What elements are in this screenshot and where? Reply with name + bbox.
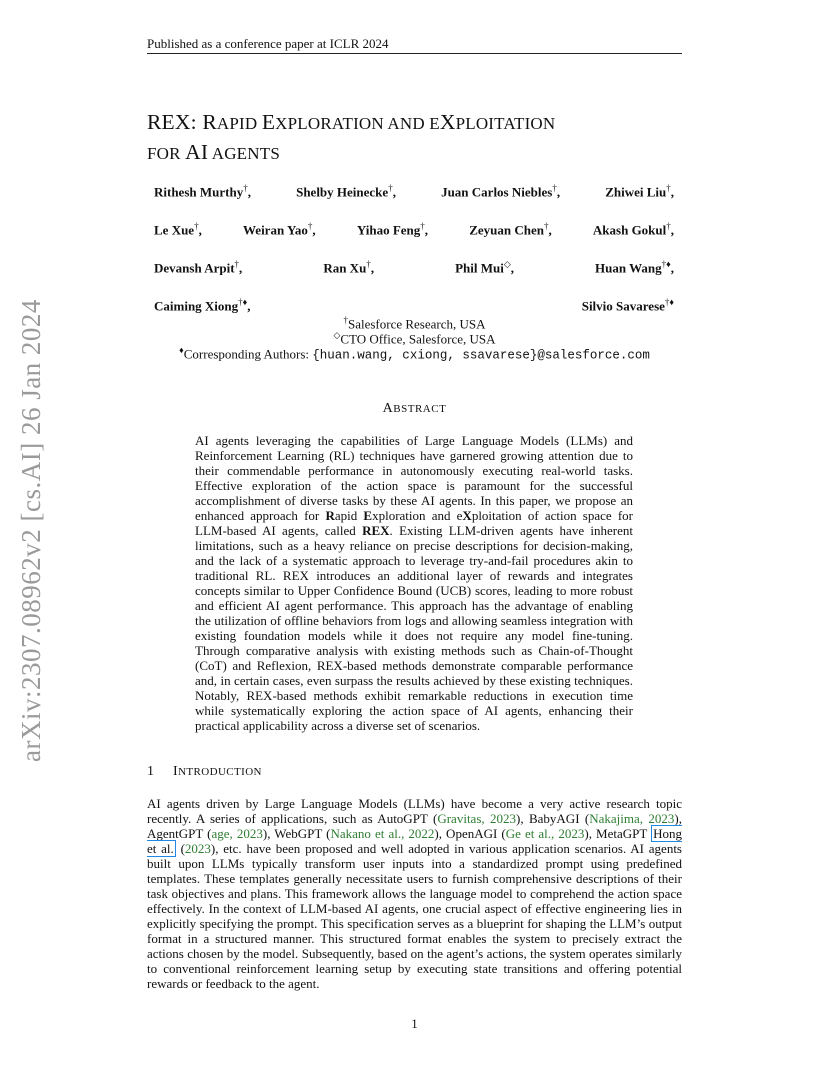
author-separator: , xyxy=(392,184,396,200)
body-run: ( xyxy=(175,841,185,856)
author-name xyxy=(323,259,374,276)
section-number: 1 xyxy=(147,764,155,779)
affiliation-mark: ◇ xyxy=(333,330,341,340)
author-name xyxy=(154,221,202,238)
title-part: XPLORATION AND E xyxy=(275,114,440,133)
abstract-run: . Existing LLM-driven agents have inherent limitations, such as a heavy reliance on precise descriptions for decision-making, and the lack of a systematic approach to leverage try-and-fail procedures akin to traditional RL. REX introduces an additional layer of rewards and integrates concepts similar to Upper Confidence Bound (UCB) scores, leading to more robust and efficient AI agent performance. This approach has the advantage of enabling the utilization of offline behaviors from logs and allowing seamless integration with existing foundation models while it does not require any model fine-tuning. Through comparative analysis with existing methods such as Chain-of-Thought (CoT) and Reflexion, REX-based methods demonstrate comparable performance and, in certain cases, even surpass the results achieved by these existing techniques. Notably, REX-based methods exhibit remarkable reductions in execution time while systematically exploring the action space of AI agents, enhancing their practical applicability across a diverse set of scenarios. xyxy=(195,523,633,733)
abstract-run: ploitation of action space for LLM-based AI agents, called xyxy=(195,508,633,538)
author-separator: , xyxy=(548,222,552,238)
citation-link[interactable]: 2023 xyxy=(184,841,211,856)
section-heading xyxy=(147,764,262,780)
running-header: Published as a conference paper at ICLR 2024 xyxy=(147,36,389,51)
author-separator: , xyxy=(670,184,674,200)
author-mark: † xyxy=(543,221,549,231)
body-run: ), MetaGPT xyxy=(584,826,652,841)
author-mark: † xyxy=(194,221,199,231)
abstract-run: apid xyxy=(334,508,364,523)
corresponding-authors xyxy=(147,345,682,362)
author-mark: † xyxy=(666,221,671,231)
author-label: Weiran Yao xyxy=(243,222,308,238)
author-name xyxy=(582,297,674,314)
author-label: Rithesh Murthy xyxy=(154,184,244,200)
body-run: ), BabyAGI ( xyxy=(516,811,590,826)
citation-link[interactable]: age, 2023 xyxy=(211,826,263,841)
citation-link[interactable]: Ge et al., 2023 xyxy=(505,826,585,841)
author-mark: †♦ xyxy=(661,259,671,269)
body-run: ), WebGPT ( xyxy=(262,826,331,841)
author-mark: † xyxy=(243,183,248,193)
author-label: Juan Carlos Niebles xyxy=(441,184,553,200)
header-rule xyxy=(147,53,682,54)
author-name xyxy=(154,259,242,276)
author-label: Huan Wang xyxy=(595,260,662,276)
title-part: FOR xyxy=(147,144,186,163)
citation-link[interactable]: Nakajima, 2023 xyxy=(589,811,675,826)
author-label: Akash Gokul xyxy=(592,222,667,238)
author-mark: † xyxy=(307,221,313,231)
author-separator: , xyxy=(247,298,251,314)
author-name xyxy=(296,183,396,200)
title-part: AI xyxy=(185,140,209,164)
citation-link[interactable]: Nakano et al., 2022 xyxy=(330,826,435,841)
author-separator: , xyxy=(556,184,561,200)
author-name xyxy=(441,183,560,200)
author-label: Devansh Arpit xyxy=(154,260,235,276)
author-label: Ran Xu xyxy=(323,260,367,276)
title-part: AGENTS xyxy=(208,144,280,163)
abstract-run: xploration and e xyxy=(372,508,463,523)
author-mark: † xyxy=(388,183,393,193)
body-run: ), AgentGPT ( xyxy=(147,811,682,841)
body-run: ), etc. have been proposed and well adopted in various application scenarios. AI agents built upon LLMs typically transform user inputs into a standardized prompt using predefined templates. These templates generally necessitate users to furnish comprehensive descriptions of their task objectives and plans. This framework allows the language model to comprehend the action space effectively. In the context of LLM-based AI agents, one crucial aspect of effective engineering lies in explicitly specifying the prompt. This specification serves as a blueprint for shaping the LLM’s output format in a structured manner. This structured format enables the system to precisely extract the actions chosen by the model. Subsequently, based on the agent’s actions, the system operates similarly to conventional reinforcement learning setup by executing state transitions and offering potential rewards or feedback to the agent. xyxy=(147,841,682,991)
author-label: Shelby Heinecke xyxy=(296,184,389,200)
corresponding-label: Corresponding Authors: xyxy=(183,346,313,362)
author-name xyxy=(154,297,251,314)
body-run: AI agents driven by Large Language Models (LLMs) have become a very active research topic recently. A series of applications, such as AutoGPT ( xyxy=(147,796,682,826)
author-name xyxy=(593,221,674,238)
intro-paragraph xyxy=(147,796,682,991)
author-label: Le Xue xyxy=(154,222,195,238)
author-mark: † xyxy=(666,183,671,193)
author-mark: † xyxy=(234,259,240,269)
abstract-text xyxy=(195,433,633,733)
section-title-part: I xyxy=(173,764,179,779)
author-separator: , xyxy=(670,260,674,276)
author-mark: ◇ xyxy=(503,259,511,269)
author-label: Yihao Feng xyxy=(356,222,421,238)
author-mark: †♦ xyxy=(238,297,248,307)
body-run: ), OpenAGI ( xyxy=(434,826,506,841)
author-row-2 xyxy=(154,221,674,238)
author-row-4 xyxy=(154,297,674,314)
author-mark: †♦ xyxy=(664,297,674,307)
title-part: E xyxy=(261,110,276,134)
author-separator: , xyxy=(312,222,316,238)
author-row-1 xyxy=(154,183,674,200)
author-name xyxy=(243,221,316,238)
author-separator: , xyxy=(239,260,243,276)
abstract-heading xyxy=(147,401,682,417)
author-row-3 xyxy=(154,259,674,276)
section-title-part: NTRODUCTION xyxy=(178,766,262,778)
heading-part: BSTRACT xyxy=(393,403,447,415)
abstract-run: AI agents leveraging the capabilities of Large Language Models (LLMs) and Reinforcement Learning (RL) techniques have garnered growing attention due to their commendable performance in autonomously executing real-world tasks. Effective exploration of the action space is paramount for the successful accomplishment of diverse tasks by these AI agents. In this paper, we propose an enhanced approach for xyxy=(195,433,633,523)
citation-link[interactable]: Hong et al. xyxy=(147,826,683,856)
author-separator: , xyxy=(670,222,674,238)
author-name xyxy=(455,259,514,276)
author-name xyxy=(357,221,428,238)
affiliation-mark: ♦ xyxy=(179,345,184,355)
heading-part: A xyxy=(382,401,394,416)
author-mark: † xyxy=(552,183,557,193)
title-part: X xyxy=(439,110,456,134)
author-separator: , xyxy=(247,184,251,200)
author-name xyxy=(469,221,552,238)
arxiv-stamp[interactable]: arXiv:2307.08962v2 [cs.AI] 26 Jan 2024 xyxy=(16,299,46,762)
title-part: APID xyxy=(216,114,262,133)
author-label: Silvio Savarese xyxy=(581,298,665,314)
author-label: Zhiwei Liu xyxy=(605,184,667,200)
abstract-bold: R xyxy=(325,508,335,523)
title-part: REX: R xyxy=(147,110,217,134)
author-name xyxy=(605,183,674,200)
author-label: Phil Mui xyxy=(455,260,504,276)
title-part: PLOITATION xyxy=(455,114,556,133)
author-label: Zeyuan Chen xyxy=(469,222,544,238)
author-name xyxy=(595,259,674,276)
corresponding-emails[interactable]: {huan.wang, cxiong, ssavarese}@salesforce.com xyxy=(312,348,650,363)
author-separator: , xyxy=(198,222,202,238)
citation-link[interactable]: Gravitas, 2023 xyxy=(437,811,517,826)
author-label: Caiming Xiong xyxy=(154,298,239,314)
page-number: 1 xyxy=(411,1016,418,1031)
affiliation-text: Salesforce Research, USA xyxy=(347,316,486,332)
author-separator: , xyxy=(510,260,515,276)
author-name xyxy=(154,183,251,200)
affiliation-mark: † xyxy=(343,315,348,325)
affiliation-text: CTO Office, Salesforce, USA xyxy=(340,331,496,347)
paper-title xyxy=(147,108,687,168)
author-separator: , xyxy=(370,260,375,276)
author-mark: † xyxy=(420,221,425,231)
author-separator: , xyxy=(424,222,429,238)
abstract-bold: X xyxy=(462,508,472,523)
abstract-bold: REX xyxy=(362,523,390,538)
author-mark: † xyxy=(366,259,371,269)
abstract-bold: E xyxy=(363,508,373,523)
